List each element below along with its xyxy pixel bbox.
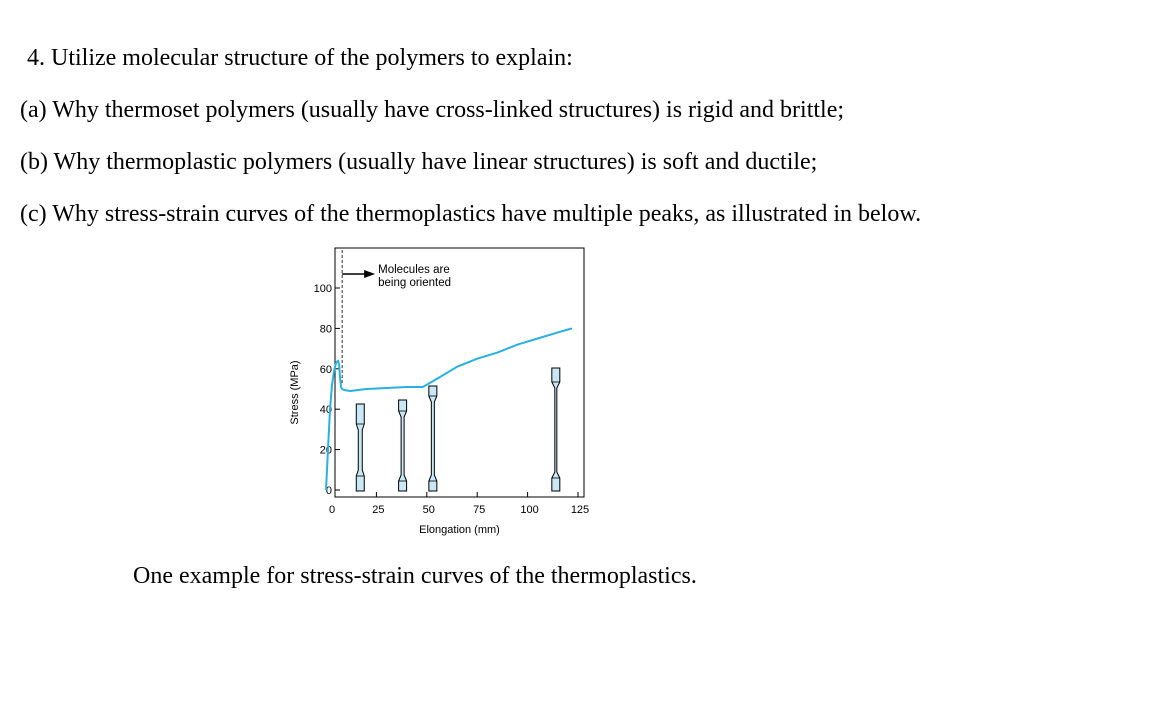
- test-specimen: [552, 368, 560, 491]
- question-heading: 4. Utilize molecular structure of the polymers to explain:: [27, 45, 573, 71]
- x-axis-label: Elongation (mm): [419, 524, 500, 536]
- y-tick-label: 60: [319, 363, 332, 376]
- x-tick-label: 125: [570, 504, 590, 516]
- x-tick-label: 0: [328, 504, 336, 516]
- annotation-line-2: being oriented: [378, 277, 452, 289]
- orientation-arrowhead: [364, 270, 375, 278]
- annotation-line-1: Molecules are: [378, 264, 450, 276]
- y-tick-label: 80: [319, 323, 332, 336]
- x-tick-label: 100: [520, 504, 539, 516]
- stress-strain-figure: [278, 240, 618, 545]
- test-specimen: [356, 404, 364, 491]
- y-axis-label: Stress (MPa): [289, 360, 301, 425]
- y-tick-label: 20: [319, 444, 332, 457]
- figure-caption: One example for stress-strain curves of the thermoplastics.: [133, 563, 697, 589]
- x-tick-label: 25: [372, 504, 385, 516]
- plot-frame: [335, 248, 584, 497]
- test-specimen: [429, 386, 437, 491]
- x-tick-label: 50: [422, 504, 435, 516]
- y-tick-label: 0: [325, 485, 332, 497]
- test-specimen: [399, 400, 407, 491]
- question-part-c: (c) Why stress-strain curves of the thermoplastics have multiple peaks, as illustrated in below.: [20, 201, 922, 227]
- x-tick-label: 75: [473, 504, 486, 516]
- question-part-a: (a) Why thermoset polymers (usually have cross-linked structures) is rigid and brittle;: [20, 97, 845, 123]
- y-tick-label: 100: [313, 283, 332, 295]
- question-part-b: (b) Why thermoplastic polymers (usually have linear structures) is soft and ductile;: [20, 149, 818, 175]
- y-tick-label: 40: [319, 404, 332, 417]
- stress-strain-chart: [278, 240, 618, 545]
